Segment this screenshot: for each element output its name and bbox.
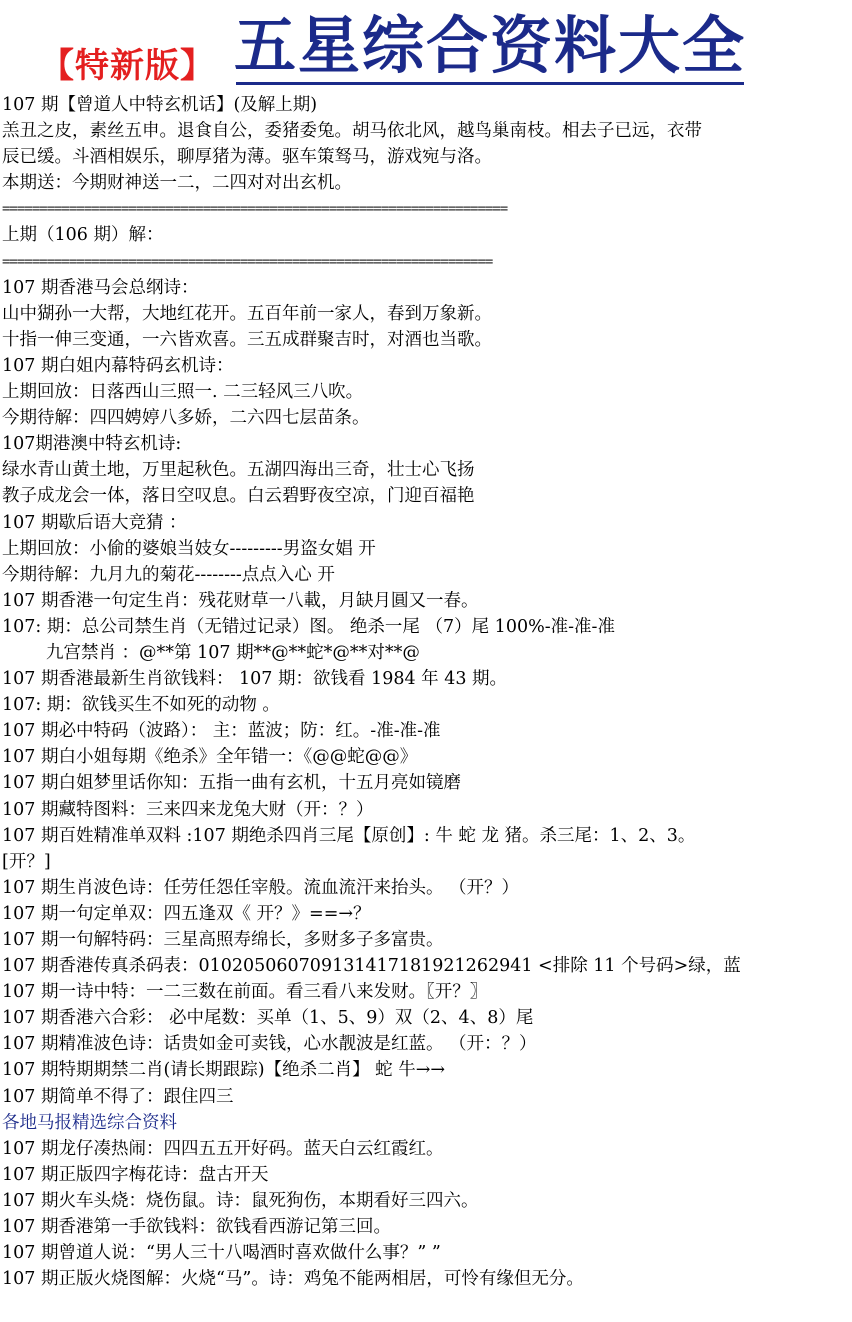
text-line: 107 期香港一句定生肖：残花财草一八載，月缺月圓又一春。 — [2, 590, 479, 611]
text-line: 107 期歇后语大竞猜 ： — [2, 512, 187, 533]
text-line: 107 期简单不得了：跟住四三 — [2, 1086, 234, 1107]
text-line: 107 期香港传真杀码表：010205060709131417181921262941 <排除 11 个号码>绿，蓝 — [2, 956, 741, 977]
text-line: 107 期香港最新生肖欲钱料： 107 期：欲钱看 1984 年 43 期。 — [2, 669, 508, 690]
text-line: 107 期一句解特码：三星高照寿绵长，多财多子多富贵。 — [2, 930, 444, 950]
text-line: 107 期生肖波色诗：任劳任怨任宰般。流血流汗来抬头。 （开？） — [2, 877, 520, 898]
text-line: 山中猢孙一大帮，大地红花开。五百年前一家人，春到万象新。 — [2, 303, 492, 324]
text-line: 本期送：今期财神送一二，二四对对出玄机。 — [2, 173, 352, 194]
text-line: 今期待解：四四娉婷八多娇，二六四七层苗条。 — [2, 408, 370, 429]
title-underline — [236, 82, 744, 85]
text-line: 107 期精准波色诗：话贵如金可卖钱，心水靓波是红蓝。 （开：？） — [2, 1034, 537, 1055]
text-line: 107: 期：欲钱买生不如死的动物 。 — [2, 695, 280, 716]
text-line: 上期回放：小偷的婆娘当妓女---------男盗女娼 开 — [2, 538, 376, 559]
text-line: 107: 期：总公司禁生肖（无错过记录）图。 绝杀一尾 （7）尾 100%-准-准-准 — [2, 616, 615, 637]
header — [0, 0, 852, 92]
text-line: 107 期白姐内幕特码玄机诗： — [2, 355, 234, 376]
separator-line: ================================================================== — [2, 253, 493, 270]
text-line: 107 期曾道人说：“男人三十八喝酒时喜欢做什么事？” ” — [2, 1243, 441, 1264]
text-line: 107 期火车头烧：烧伤鼠。诗：鼠死狗伤，本期看好三四六。 — [2, 1190, 479, 1211]
text-line: 107 期必中特码（波路）： 主：蓝波；防：红。-准-准-准 — [2, 721, 441, 742]
edition-badge: 【特新版】 — [40, 46, 215, 86]
text-line: 107 期藏特图料：三来四来龙兔大财（开：？） — [2, 799, 374, 820]
text-line: 绿水青山黄土地，万里起秋色。五湖四海出三奇，壮士心飞扬 — [2, 460, 475, 481]
text-line: 九宫禁肖 ：@**第 107 期**@**蛇*@**对**@ — [46, 642, 420, 663]
text-line: [开？] — [2, 851, 51, 872]
text-line: 辰已缓。斗酒相娱乐，聊厚猪为薄。驱车策驽马，游戏宛与洛。 — [2, 147, 492, 168]
text-line: 107 期白姐梦里话你知：五指一曲有玄机，十五月亮如镜磨 — [2, 773, 461, 794]
text-line: 107 期一句定单双：四五逢双《 开？》==→？ — [2, 903, 371, 924]
section-heading: 各地马报精选综合资料 — [2, 1112, 177, 1133]
text-line: 107 期正版四字梅花诗：盘古开天 — [2, 1164, 269, 1185]
text-line: 上期（106 期）解： — [2, 225, 164, 246]
text-line: 今期待解：九月九的菊花--------点点入心 开 — [2, 564, 335, 585]
text-line: 107 期龙仔凑热闹：四四五五开好码。蓝天白云红霞红。 — [2, 1138, 444, 1159]
text-line: 107期港澳中特玄机诗: — [2, 434, 182, 455]
text-line: 十指一伸三变通，一六皆欢喜。三五成群聚吉时，对酒也当歌。 — [2, 329, 492, 350]
text-line: 107 期百姓精准单双料 :107 期绝杀四肖三尾【原创】: 牛 蛇 龙 猪。杀三尾：1、2、3。 — [2, 825, 696, 846]
text-line: 107 期香港六合彩： 必中尾数：买单（1、5、9）双（2、4、8）尾 — [2, 1008, 534, 1029]
text-line: 107 期正版火烧图解：火烧“马”。诗：鸡兔不能两相居，可怜有缘但无分。 — [2, 1269, 584, 1290]
text-line: 107 期【曾道人中特玄机话】(及解上期) — [2, 95, 318, 115]
text-line: 107 期一诗中特：一二三数在前面。看三看八来发财。〖开？〗 — [2, 982, 488, 1003]
text-line: 107 期特期期禁二肖(请长期跟踪)【绝杀二肖】 蛇 牛→→ — [2, 1060, 446, 1081]
text-line: 107 期白小姐每期《绝杀》全年错一：《@@蛇@@》 — [2, 747, 418, 768]
separator-line: ==================================================================== — [2, 201, 508, 218]
page-title: 五星综合资料大全 — [234, 9, 747, 82]
text-line: 107 期香港第一手欲钱料：欲钱看西游记第三回。 — [2, 1217, 391, 1238]
text-line: 上期回放：日落西山三照一. 二三轻风三八吹。 — [2, 382, 364, 403]
text-line: 教子成龙会一体，落日空叹息。白云碧野夜空凉，门迎百福艳 — [2, 486, 475, 507]
text-line: 羔丑之皮，素丝五申。退食自公，委猪委兔。胡马依北风，越鸟巢南枝。相去子已远，衣带 — [2, 121, 702, 142]
text-line: 107 期香港马会总纲诗： — [2, 277, 199, 298]
document-body — [2, 92, 850, 1292]
